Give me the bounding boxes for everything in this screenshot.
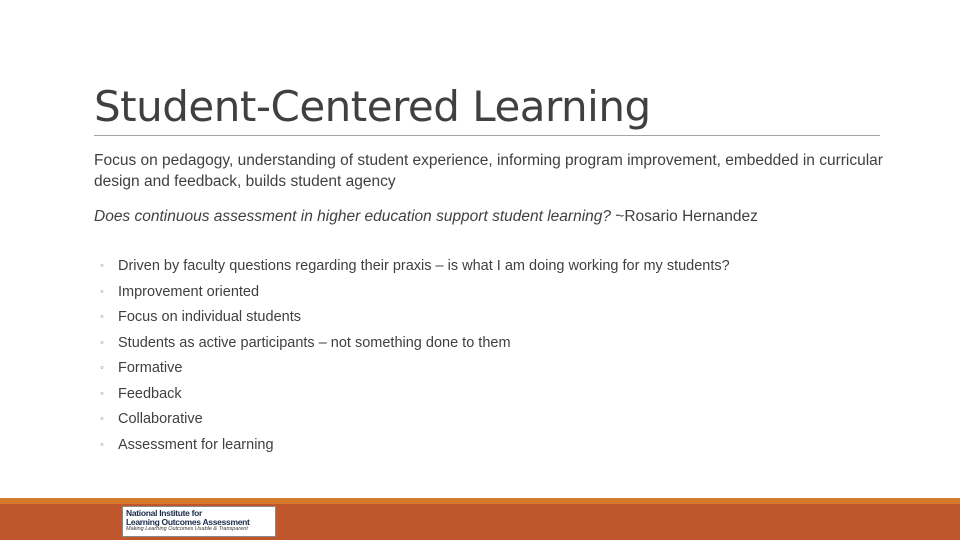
bullet-marker-icon: ◦ [100,260,104,272]
bullet-text: Formative [118,360,183,376]
bullet-text: Feedback [118,385,182,402]
bullet-text: Collaborative [118,411,203,427]
bullet-item [100,384,880,410]
bullet-marker-icon: ◦ [100,413,104,425]
quote-question: Does continuous assessment in higher education support student learning? [94,208,611,225]
bullet-marker-icon: ◦ [100,387,104,400]
bullet-item [100,358,880,384]
bullet-marker-icon: ◦ [100,336,104,349]
bullet-text: Students as active participants – not something done to them [118,334,511,351]
bullet-marker-icon: ◦ [100,438,104,451]
bullet-item [100,409,880,435]
bullet-item [100,256,880,282]
title-divider [94,135,880,136]
bullet-text: Improvement oriented [118,283,260,300]
bullet-marker-icon: ◦ [100,362,104,374]
bullet-marker-icon: ◦ [100,311,104,323]
logo-line-2: Learning Outcomes Assessment [126,516,250,527]
bullet-item [100,282,880,308]
bullet-item [100,333,880,359]
quote-attribution: ~Rosario Hernandez [611,208,758,225]
bullet-list [100,256,880,460]
quote-line [94,206,894,227]
bullet-text: Focus on individual students [118,309,301,325]
slide-title: Student-Centered Learning [94,82,651,131]
intro-paragraph: Focus on pedagogy, understanding of student experience, informing program improvement, embedded in curricular design and feedback, builds student agency [94,152,883,190]
nilo-logo [122,506,276,537]
bullet-marker-icon: ◦ [100,285,104,298]
bullet-item [100,307,880,333]
logo-line-1: National Institute for [126,508,203,518]
bullet-text: Assessment for learning [118,436,274,453]
bullet-item [100,435,880,461]
bullet-text: Driven by faculty questions regarding their praxis – is what I am doing working for my students? [118,258,730,274]
logo-tagline: Making Learning Outcomes Usable & Transparent [126,526,248,532]
